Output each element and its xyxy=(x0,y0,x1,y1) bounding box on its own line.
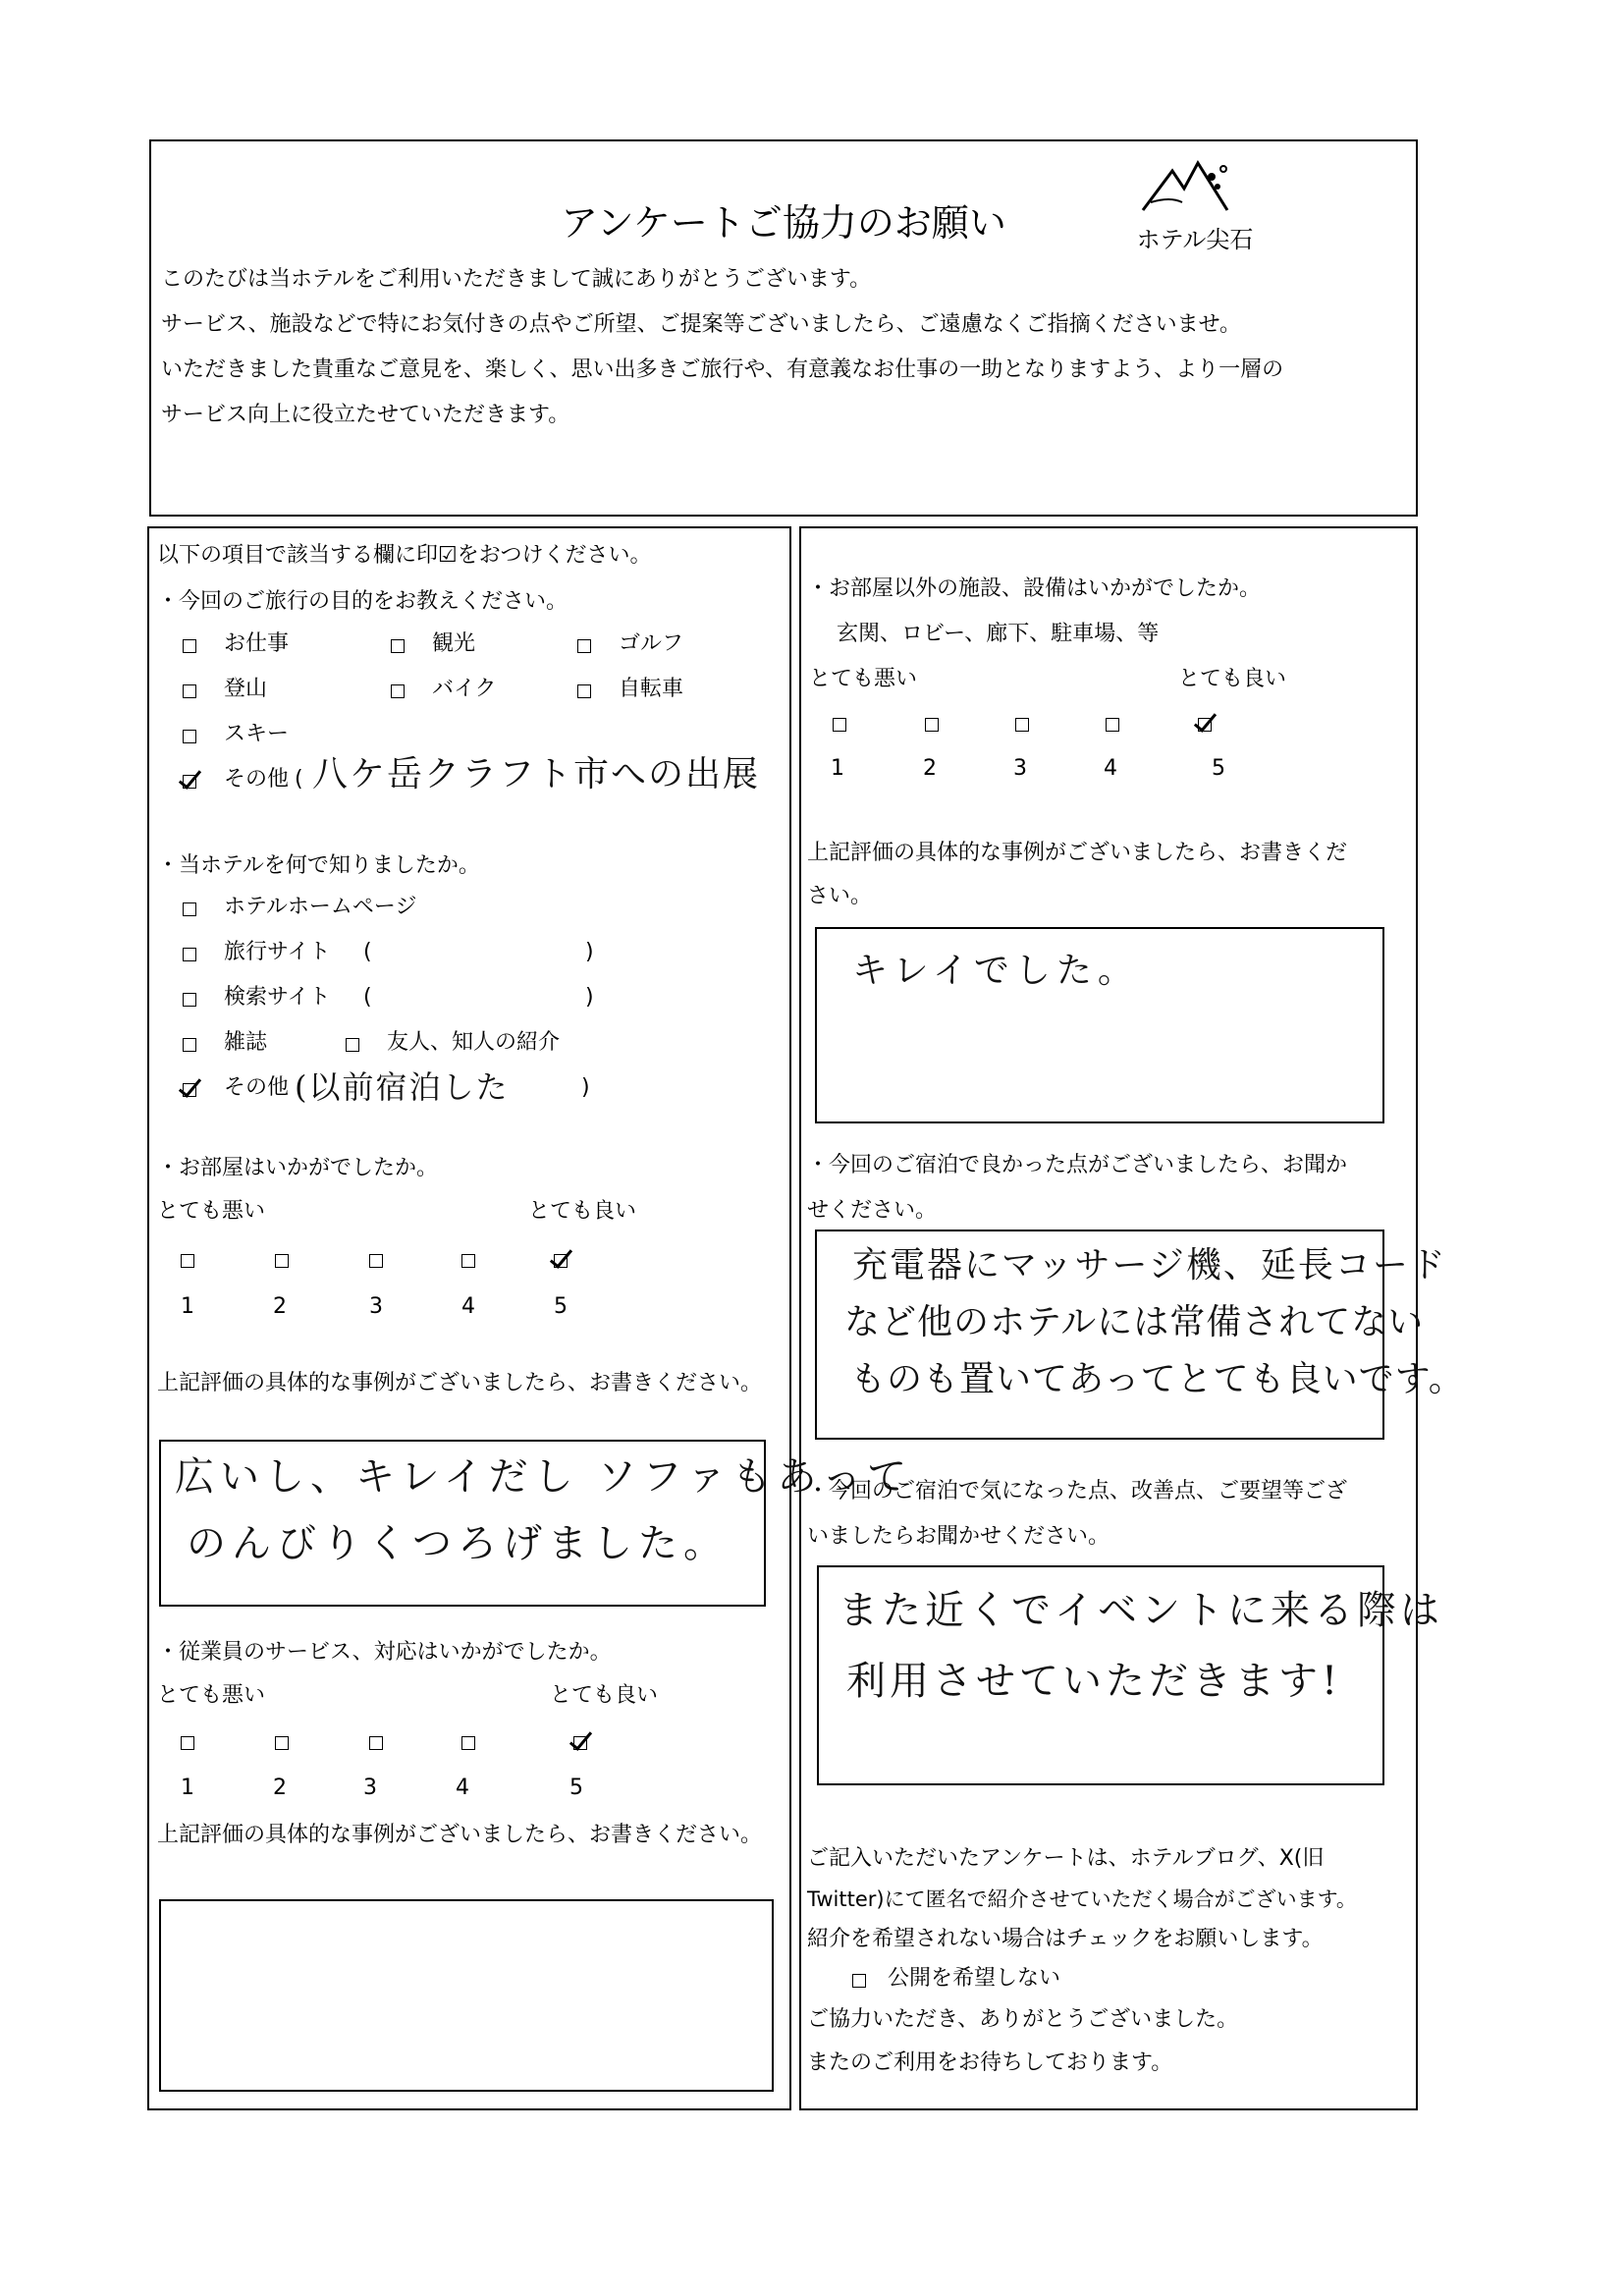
good-points-prompt-2: せください。 xyxy=(807,1198,938,1223)
room-scale-4: 4 xyxy=(461,1294,475,1319)
room-low-label: とても悪い xyxy=(157,1199,266,1224)
facilities-comment-prompt-2: さい。 xyxy=(807,884,873,908)
option-motorbike: バイク xyxy=(432,677,497,701)
facilities-comment-prompt-1: 上記評価の具体的な事例がございましたら、お書きくだ xyxy=(807,841,1348,865)
purpose-question: ・今回のご旅行の目的をお教えください。 xyxy=(157,589,568,614)
room-rating-3[interactable] xyxy=(369,1254,383,1268)
room-comment-prompt: 上記評価の具体的な事例がございましたら、お書きください。 xyxy=(157,1371,763,1395)
facilities-scale-5: 5 xyxy=(1212,756,1225,781)
improvements-prompt-2: いましたらお聞かせください。 xyxy=(807,1524,1110,1549)
header-box xyxy=(149,139,1418,517)
option-homepage: ホテルホームページ xyxy=(224,895,417,919)
option-bicycle: 自転車 xyxy=(619,677,684,701)
option-sightseeing: 観光 xyxy=(432,631,476,656)
checkbox-magazine[interactable] xyxy=(183,1038,196,1052)
intro-line-3: いただきました貴重なご意見を、楽しく、思い出多きご旅行や、有意義なお仕事の一助となりますよう、より一層の xyxy=(161,357,1284,382)
room-comment-line-2: のんびりくつろげました。 xyxy=(187,1521,729,1566)
room-scale-5: 5 xyxy=(554,1294,568,1319)
checkbox-climbing[interactable] xyxy=(183,684,196,698)
improvements-prompt-1: ・今回のご宿泊で気になった点、改善点、ご要望等ござ xyxy=(807,1479,1348,1503)
facilities-question: ・お部屋以外の施設、設備はいかがでしたか。 xyxy=(807,576,1262,601)
purpose-other-handwritten: 八ケ岳クラフト市への出展 xyxy=(312,754,761,794)
facilities-examples: 玄関、ロビー、廊下、駐車場、等 xyxy=(837,622,1160,646)
room-scale-2: 2 xyxy=(273,1294,287,1319)
option-climbing: 登山 xyxy=(224,677,268,701)
facilities-scale-4: 4 xyxy=(1104,756,1117,781)
room-rating-2[interactable] xyxy=(275,1254,289,1268)
search-site-paren-close: ) xyxy=(585,985,594,1010)
intro-line-1: このたびは当ホテルをご利用いただきまして誠にありがとうございます。 xyxy=(161,267,872,292)
intro-line-4: サービス向上に役立たせていただきます。 xyxy=(161,403,570,427)
good-points-line-3: ものも置いてあってとても良いです。 xyxy=(850,1359,1465,1399)
facilities-rating-3[interactable] xyxy=(1015,718,1029,732)
source-other-paren-close: ) xyxy=(581,1075,590,1100)
room-scale-1: 1 xyxy=(181,1294,194,1319)
improvements-line-1: また近くでイベントに来る際は xyxy=(839,1588,1443,1633)
checkbox-homepage[interactable] xyxy=(183,902,196,916)
staff-high-label: とても良い xyxy=(550,1683,659,1708)
facilities-scale-3: 3 xyxy=(1013,756,1027,781)
checkbox-business[interactable] xyxy=(183,639,196,653)
staff-scale-2: 2 xyxy=(273,1776,287,1800)
room-rating-4[interactable] xyxy=(461,1254,475,1268)
facilities-rating-2[interactable] xyxy=(925,718,939,732)
facilities-high-label: とても良い xyxy=(1178,667,1287,691)
checkbox-search-site[interactable] xyxy=(183,993,196,1007)
page-title: アンケートご協力のお願い xyxy=(561,201,1006,245)
staff-scale-1: 1 xyxy=(181,1776,194,1800)
checkbox-friend[interactable] xyxy=(346,1038,359,1052)
source-question: ・当ホテルを何で知りましたか。 xyxy=(157,853,480,878)
room-rating-5[interactable] xyxy=(554,1254,568,1268)
checkbox-travel-site[interactable] xyxy=(183,948,196,961)
room-high-label: とても良い xyxy=(528,1199,637,1224)
source-other-handwritten: (以前宿泊した xyxy=(295,1068,510,1106)
improvements-line-2: 利用させていただきます! xyxy=(846,1659,1342,1704)
staff-scale-3: 3 xyxy=(363,1776,377,1800)
staff-rating-1[interactable] xyxy=(181,1736,194,1750)
option-source-other: その他 xyxy=(224,1075,290,1100)
staff-comment-prompt: 上記評価の具体的な事例がございましたら、お書きください。 xyxy=(157,1823,763,1847)
staff-scale-5: 5 xyxy=(569,1776,583,1800)
logo-text: ホテル尖石 xyxy=(1136,226,1254,253)
facilities-rating-4[interactable] xyxy=(1106,718,1119,732)
staff-scale-4: 4 xyxy=(456,1776,469,1800)
option-purpose-other: その他 xyxy=(224,767,290,792)
good-points-line-2: など他のホテルには常備されてない xyxy=(844,1302,1425,1342)
checkbox-source-other[interactable] xyxy=(183,1083,196,1097)
option-ski: スキー xyxy=(224,722,290,746)
facilities-comment-line-1: キレイでした。 xyxy=(852,951,1139,991)
room-comment-line-1: 広いし、キレイだし ソファもあって xyxy=(175,1454,913,1500)
option-magazine: 雑誌 xyxy=(224,1030,268,1055)
checkbox-golf[interactable] xyxy=(577,639,591,653)
hotel-logo xyxy=(1121,155,1269,263)
search-site-paren-open: ( xyxy=(363,985,372,1010)
facilities-rating-1[interactable] xyxy=(833,718,846,732)
option-travel-site: 旅行サイト xyxy=(224,940,331,964)
staff-rating-5[interactable] xyxy=(573,1736,587,1750)
closing-line-1: ご記入いただいたアンケートは、ホテルブログ、X(旧 xyxy=(807,1846,1325,1871)
checkbox-sightseeing[interactable] xyxy=(391,639,405,653)
room-question: ・お部屋はいかがでしたか。 xyxy=(157,1156,439,1180)
room-scale-3: 3 xyxy=(369,1294,383,1319)
room-rating-1[interactable] xyxy=(181,1254,194,1268)
staff-rating-3[interactable] xyxy=(369,1736,383,1750)
instruction-text: 以下の項目で該当する欄に印☑をおつけください。 xyxy=(157,543,652,568)
option-search-site: 検索サイト xyxy=(224,985,331,1010)
option-golf: ゴルフ xyxy=(619,631,684,656)
thanks-text: ご協力いただき、ありがとうございました。 xyxy=(807,2007,1239,2032)
facilities-scale-1: 1 xyxy=(831,756,844,781)
checkbox-bicycle[interactable] xyxy=(577,684,591,698)
option-friend: 友人、知人の紹介 xyxy=(387,1030,561,1055)
facilities-rating-5[interactable] xyxy=(1198,718,1212,732)
await-text: またのご利用をお待ちしております。 xyxy=(807,2050,1173,2075)
travel-site-paren-open: ( xyxy=(363,940,372,964)
staff-comment-box[interactable] xyxy=(159,1899,774,2092)
checkbox-no-publish[interactable] xyxy=(852,1974,866,1988)
closing-line-3: 紹介を希望されない場合はチェックをお願いします。 xyxy=(807,1927,1324,1951)
option-business: お仕事 xyxy=(224,631,290,656)
facilities-low-label: とても悪い xyxy=(809,667,918,691)
checkbox-motorbike[interactable] xyxy=(391,684,405,698)
intro-line-2: サービス、施設などで特にお気付きの点やご所望、ご提案等ございましたら、ご遠慮なくご指摘くださいませ。 xyxy=(161,312,1242,337)
staff-rating-2[interactable] xyxy=(275,1736,289,1750)
staff-question: ・従業員のサービス、対応はいかがでしたか。 xyxy=(157,1640,612,1665)
good-points-prompt-1: ・今回のご宿泊で良かった点がございましたら、お聞か xyxy=(807,1153,1348,1177)
facilities-scale-2: 2 xyxy=(923,756,937,781)
staff-rating-4[interactable] xyxy=(461,1736,475,1750)
purpose-other-paren: ( xyxy=(295,767,303,792)
closing-line-2: Twitter)にて匿名で紹介させていただく場合がございます。 xyxy=(807,1887,1357,1911)
staff-low-label: とても悪い xyxy=(157,1683,266,1708)
checkbox-ski[interactable] xyxy=(183,730,196,743)
travel-site-paren-close: ) xyxy=(585,940,594,964)
mountain-logo-icon xyxy=(1121,155,1269,220)
good-points-line-1: 充電器にマッサージ機、延長コード xyxy=(852,1245,1447,1285)
checkbox-purpose-other[interactable] xyxy=(183,775,196,789)
no-publish-label: 公開を希望しない xyxy=(888,1966,1061,1991)
